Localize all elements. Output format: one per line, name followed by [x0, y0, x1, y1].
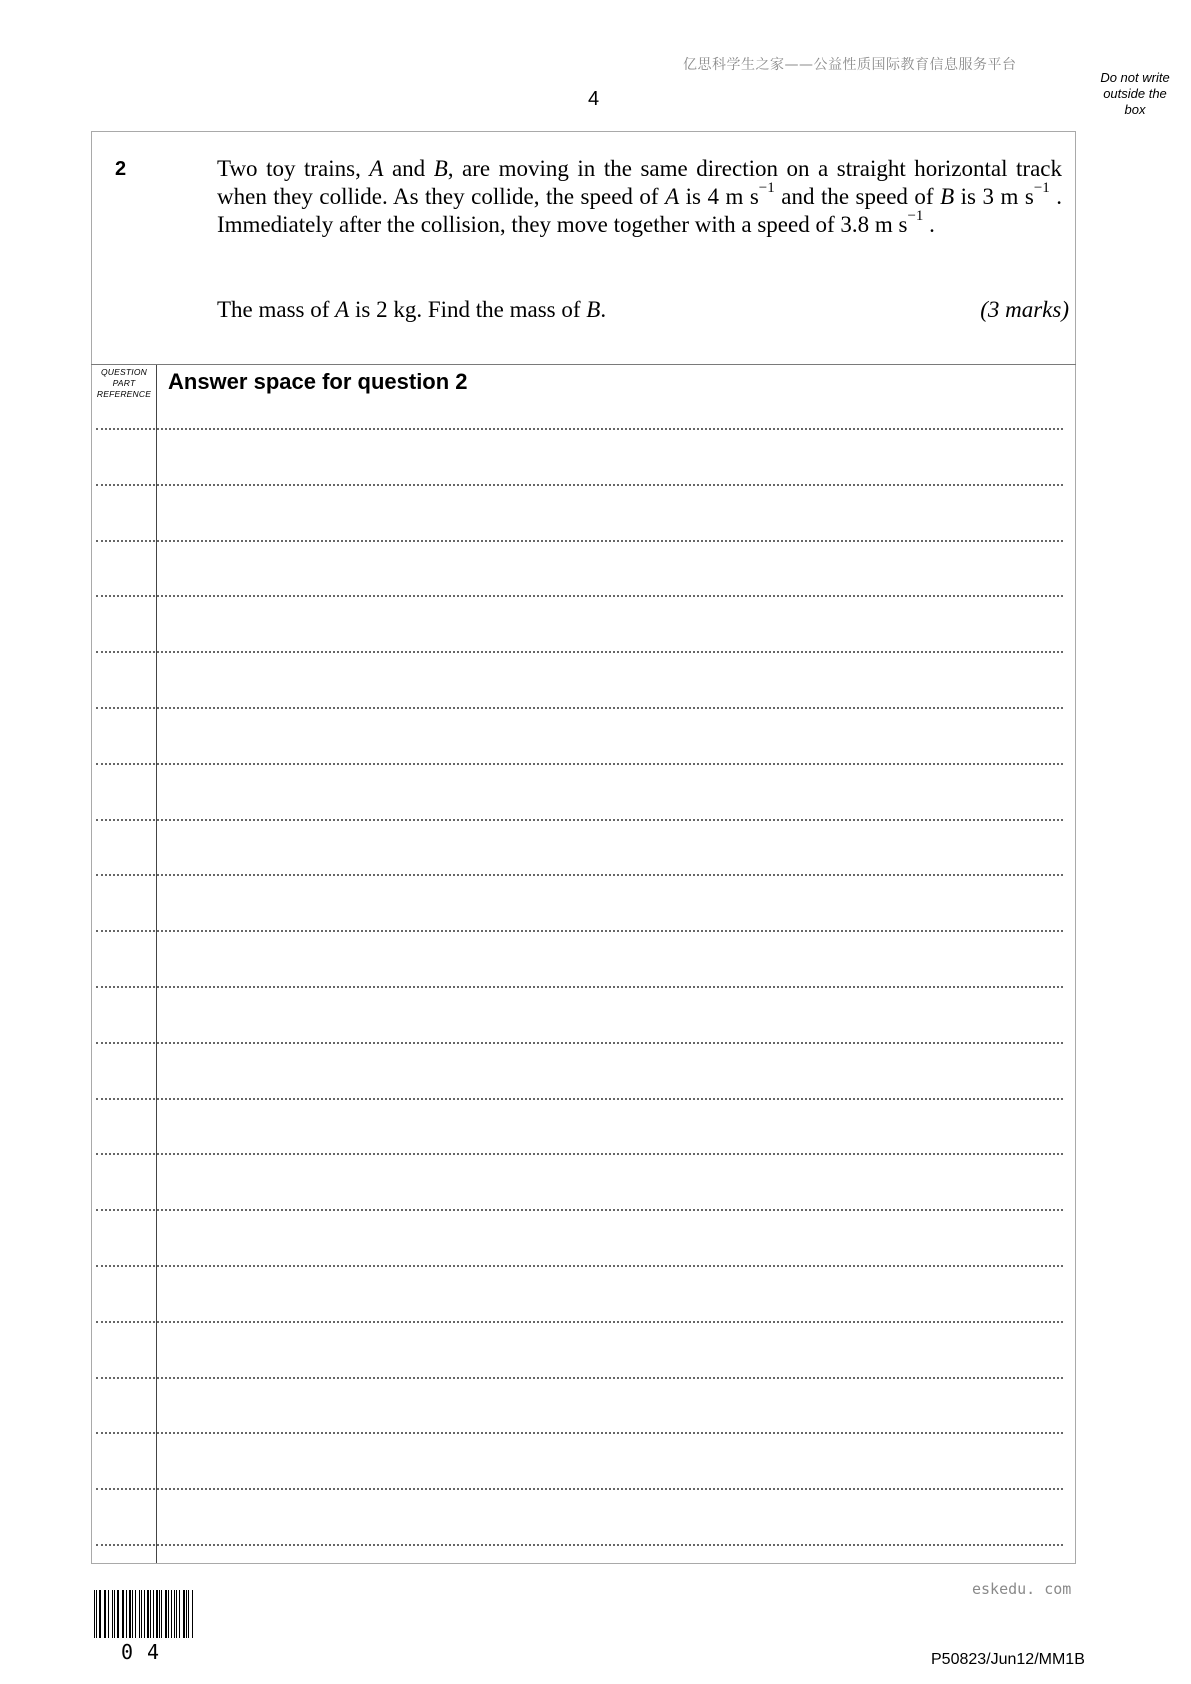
barcode-digits: 04 — [121, 1640, 174, 1664]
question-frame — [91, 131, 1076, 1564]
barcode-bar — [135, 1590, 136, 1638]
answer-line[interactable] — [96, 819, 1063, 821]
answer-line[interactable] — [96, 1544, 1063, 1546]
answer-line[interactable] — [96, 1377, 1063, 1379]
answer-line[interactable] — [96, 763, 1063, 765]
barcode-bar — [179, 1590, 180, 1638]
barcode-bar — [161, 1590, 162, 1638]
question-number: 2 — [115, 158, 127, 180]
barcode-bar — [122, 1590, 123, 1638]
barcode-bar — [168, 1590, 169, 1638]
barcode-bar — [153, 1590, 154, 1638]
answer-space-title: Answer space for question 2 — [168, 369, 468, 394]
answer-divider — [91, 364, 1076, 365]
barcode-bar — [141, 1590, 142, 1638]
barcode-bar — [94, 1590, 95, 1638]
variable-a: A — [369, 156, 384, 181]
barcode-bar — [192, 1590, 193, 1638]
barcode-bar — [123, 1590, 124, 1638]
barcode-bar — [114, 1590, 116, 1638]
watermark-top: 亿思科学生之家——公益性质国际教育信息服务平台 — [683, 57, 1017, 73]
answer-line[interactable] — [96, 986, 1063, 988]
variable-a: A — [665, 184, 680, 209]
variable-b: B — [433, 156, 448, 181]
margin-note-line: outside the — [1103, 86, 1167, 101]
answer-line[interactable] — [96, 1321, 1063, 1323]
barcode-bar — [139, 1590, 140, 1638]
answer-line[interactable] — [96, 428, 1063, 430]
answer-line[interactable] — [96, 1042, 1063, 1044]
barcode-bar — [96, 1590, 97, 1638]
answer-line[interactable] — [96, 874, 1063, 876]
answer-line[interactable] — [96, 1209, 1063, 1211]
question-text — [217, 155, 1062, 239]
barcode-bar — [150, 1590, 151, 1638]
answer-line[interactable] — [96, 1488, 1063, 1490]
barcode-bar — [144, 1590, 145, 1638]
answer-line[interactable] — [96, 651, 1063, 653]
barcode-bar — [126, 1590, 127, 1638]
ref-label-line: REFERENCE — [96, 389, 152, 399]
variable-a: A — [335, 297, 350, 322]
barcode-bar — [171, 1590, 172, 1638]
barcode-bar — [156, 1590, 157, 1638]
barcode-bar — [176, 1590, 177, 1638]
text-run: and — [383, 156, 434, 181]
barcode-bar — [132, 1590, 133, 1638]
answer-line[interactable] — [96, 1432, 1063, 1434]
answer-line[interactable] — [96, 595, 1063, 597]
barcode-bar — [99, 1590, 101, 1638]
answer-line[interactable] — [96, 1265, 1063, 1267]
marks-allocation: (3 marks) — [980, 297, 1069, 322]
barcode-bar — [165, 1590, 167, 1638]
text-run: Two toy trains, — [217, 156, 370, 181]
barcode — [94, 1590, 194, 1638]
text-run: is 2 kg. Find the mass of — [349, 297, 587, 322]
text-run: and the speed of — [774, 184, 941, 209]
reference-column-line — [156, 365, 157, 1563]
text-run: is 3 m s — [954, 184, 1034, 209]
text-run: The mass of — [217, 297, 336, 322]
text-run: is 4 m s — [679, 184, 759, 209]
margin-note-line: Do not write — [1100, 70, 1170, 85]
text-run: . Immediately after the collision, they move together with a speed of 3.8 m s — [217, 184, 1063, 237]
margin-note — [1090, 70, 1180, 118]
text-run: . — [600, 297, 607, 322]
answer-line[interactable] — [96, 484, 1063, 486]
answer-line[interactable] — [96, 707, 1063, 709]
margin-note-line: box — [1124, 102, 1146, 117]
exponent: −1 — [758, 180, 775, 197]
exponent: −1 — [907, 208, 924, 225]
watermark-bottom: eskedu. com — [972, 1580, 1072, 1598]
text-run: , are moving in the same direction on a straight horizontal track when they collide. As they collide, the speed of — [217, 156, 1062, 209]
ref-label-line: PART — [112, 378, 136, 388]
variable-b: B — [940, 184, 955, 209]
variable-b: B — [586, 297, 601, 322]
answer-line[interactable] — [96, 1098, 1063, 1100]
barcode-bar — [108, 1590, 109, 1638]
ref-label-line: QUESTION — [101, 367, 147, 377]
answer-line[interactable] — [96, 1153, 1063, 1155]
exponent: −1 — [1033, 180, 1050, 197]
question-part-reference-label — [93, 367, 155, 400]
barcode-bar — [186, 1590, 187, 1638]
barcode-bar — [183, 1590, 185, 1638]
barcode-bar — [104, 1590, 105, 1638]
barcode-bar — [174, 1590, 175, 1638]
paper-reference: P50823/Jun12/MM1B — [931, 1651, 1085, 1668]
page-number: 4 — [588, 88, 600, 110]
barcode-bar — [112, 1590, 113, 1638]
barcode-bar — [105, 1590, 106, 1638]
question-prompt — [217, 296, 1069, 324]
barcode-bar — [159, 1590, 160, 1638]
barcode-bar — [147, 1590, 149, 1638]
text-run: . — [923, 212, 935, 237]
answer-line[interactable] — [96, 540, 1063, 542]
barcode-bar — [117, 1590, 118, 1638]
answer-line[interactable] — [96, 930, 1063, 932]
barcode-bar — [129, 1590, 131, 1638]
barcode-bar — [188, 1590, 189, 1638]
